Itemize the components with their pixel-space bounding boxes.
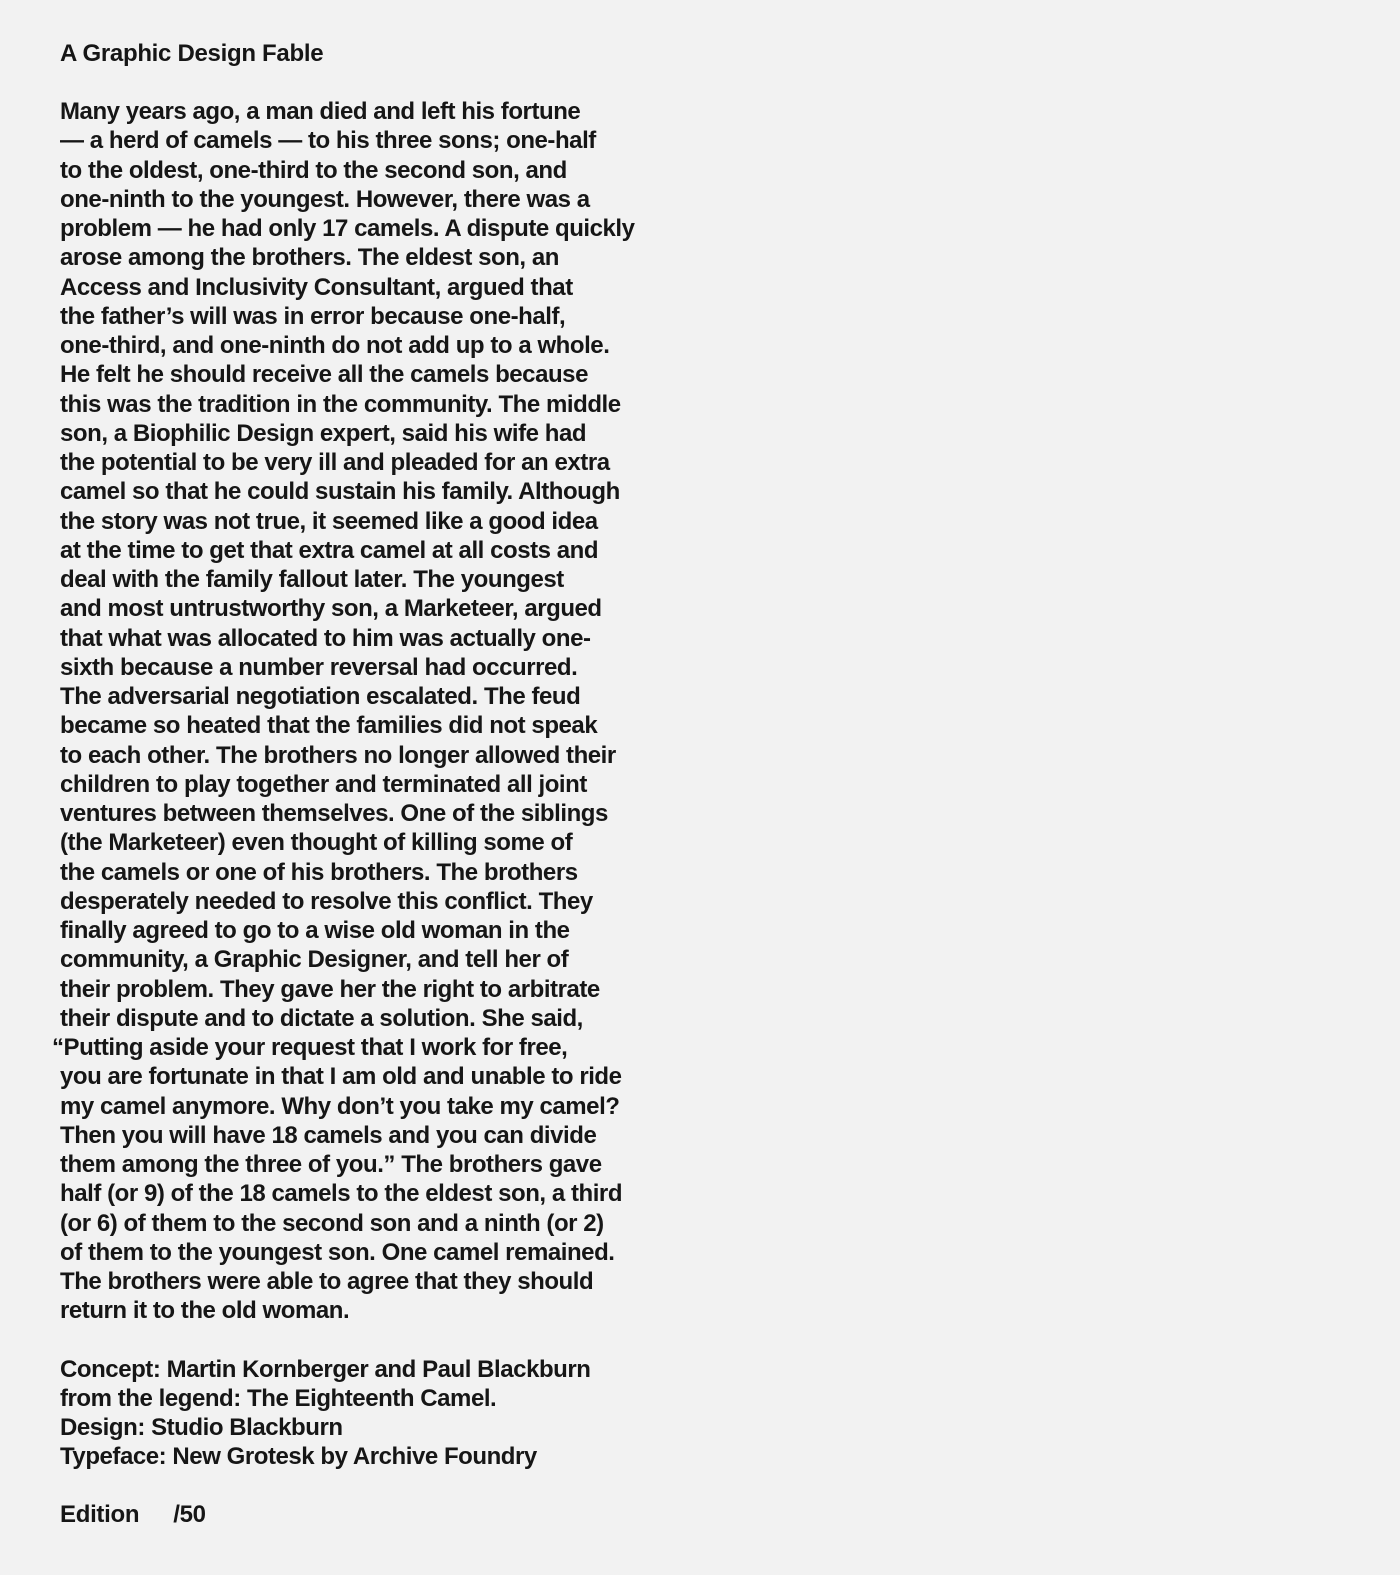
fable-line: their problem. They gave her the right to arbitrate [60, 975, 600, 1003]
credit-line: Typeface: New Grotesk by Archive Foundry [60, 1443, 537, 1471]
fable-line: arose among the brothers. The eldest son, an [60, 244, 559, 272]
fable-line: one-third, and one-ninth do not add up to a whole. [60, 332, 610, 359]
credit-line: from the legend: The Eighteenth Camel. [60, 1384, 497, 1412]
fable-line: The brothers were able to agree that they should [60, 1268, 594, 1295]
fable-line: children to play together and terminated all joint [60, 770, 587, 798]
fable-line: the father’s will was in error because one-half, [60, 302, 566, 330]
edition-line [60, 1499, 206, 1531]
credit-line: Design: Studio Blackburn [60, 1414, 343, 1441]
fable-line: — a herd of camels — to his three sons; one-half [60, 127, 596, 155]
fable-line: camel so that he could sustain his family. Although [60, 478, 620, 506]
fable-line: this was the tradition in the community. The middle [60, 390, 621, 418]
edition-total: /50 [173, 1501, 206, 1528]
fable-line: my camel anymore. Why don’t you take my camel? [60, 1092, 620, 1120]
fable-line: you are fortunate in that I am old and unable to ride [60, 1063, 622, 1091]
fable-line: deal with the family fallout later. The youngest [60, 566, 564, 593]
fable-line: (or 6) of them to the second son and a ninth (or 2) [60, 1209, 604, 1237]
fable-line: finally agreed to go to a wise old woman in the [60, 917, 570, 944]
fable-line: Access and Inclusivity Consultant, argued that [60, 273, 573, 301]
document-title: A Graphic Design Fable [60, 40, 324, 67]
fable-body-text [52, 97, 660, 1326]
fable-line: of them to the youngest son. One camel remained. [60, 1238, 615, 1266]
fable-line: son, a Biophilic Design expert, said his wife had [60, 419, 587, 447]
fable-line: and most untrustworthy son, a Marketeer, argued [60, 595, 602, 623]
fable-line: problem — he had only 17 camels. A dispute quickly [60, 215, 635, 242]
edition-label: Edition [60, 1501, 140, 1528]
fable-line: half (or 9) of the 18 camels to the eldest son, a third [60, 1180, 623, 1208]
fable-line: “Putting aside your request that I work for free, [52, 1034, 568, 1061]
fable-line: (the Marketeer) even thought of killing some of [60, 829, 573, 857]
fable-line: return it to the old woman. [60, 1297, 350, 1325]
fable-line: at the time to get that extra camel at all costs and [60, 536, 599, 564]
credit-line: Concept: Martin Kornberger and Paul Blackburn [60, 1355, 591, 1383]
fable-line: He felt he should receive all the camels because [60, 361, 588, 389]
fable-line: community, a Graphic Designer, and tell her of [60, 946, 569, 974]
fable-line: The adversarial negotiation escalated. The feud [60, 683, 581, 710]
fable-line: that what was allocated to him was actually one- [60, 624, 591, 652]
fable-line: Then you will have 18 camels and you can divide [60, 1121, 597, 1149]
fable-line: the camels or one of his brothers. The brothers [60, 858, 578, 886]
fable-line: to each other. The brothers no longer allowed their [60, 741, 616, 769]
fable-line: them among the three of you.” The brothers gave [60, 1151, 602, 1178]
fable-line: Many years ago, a man died and left his fortune [60, 98, 581, 125]
credits-block [60, 1355, 660, 1472]
fable-line: to the oldest, one-third to the second son, and [60, 156, 567, 184]
fable-line: the story was not true, it seemed like a good idea [60, 507, 598, 535]
fable-line: desperately needed to resolve this conflict. They [60, 887, 593, 915]
fable-line: one-ninth to the youngest. However, there was a [60, 185, 590, 213]
fable-line: became so heated that the families did not speak [60, 712, 598, 740]
fable-line: sixth because a number reversal had occurred. [60, 653, 578, 681]
fable-line: their dispute and to dictate a solution. She said, [60, 1004, 583, 1032]
fable-line: ventures between themselves. One of the siblings [60, 800, 608, 827]
fable-document [52, 38, 660, 1472]
fable-line: the potential to be very ill and pleaded for an extra [60, 449, 610, 476]
